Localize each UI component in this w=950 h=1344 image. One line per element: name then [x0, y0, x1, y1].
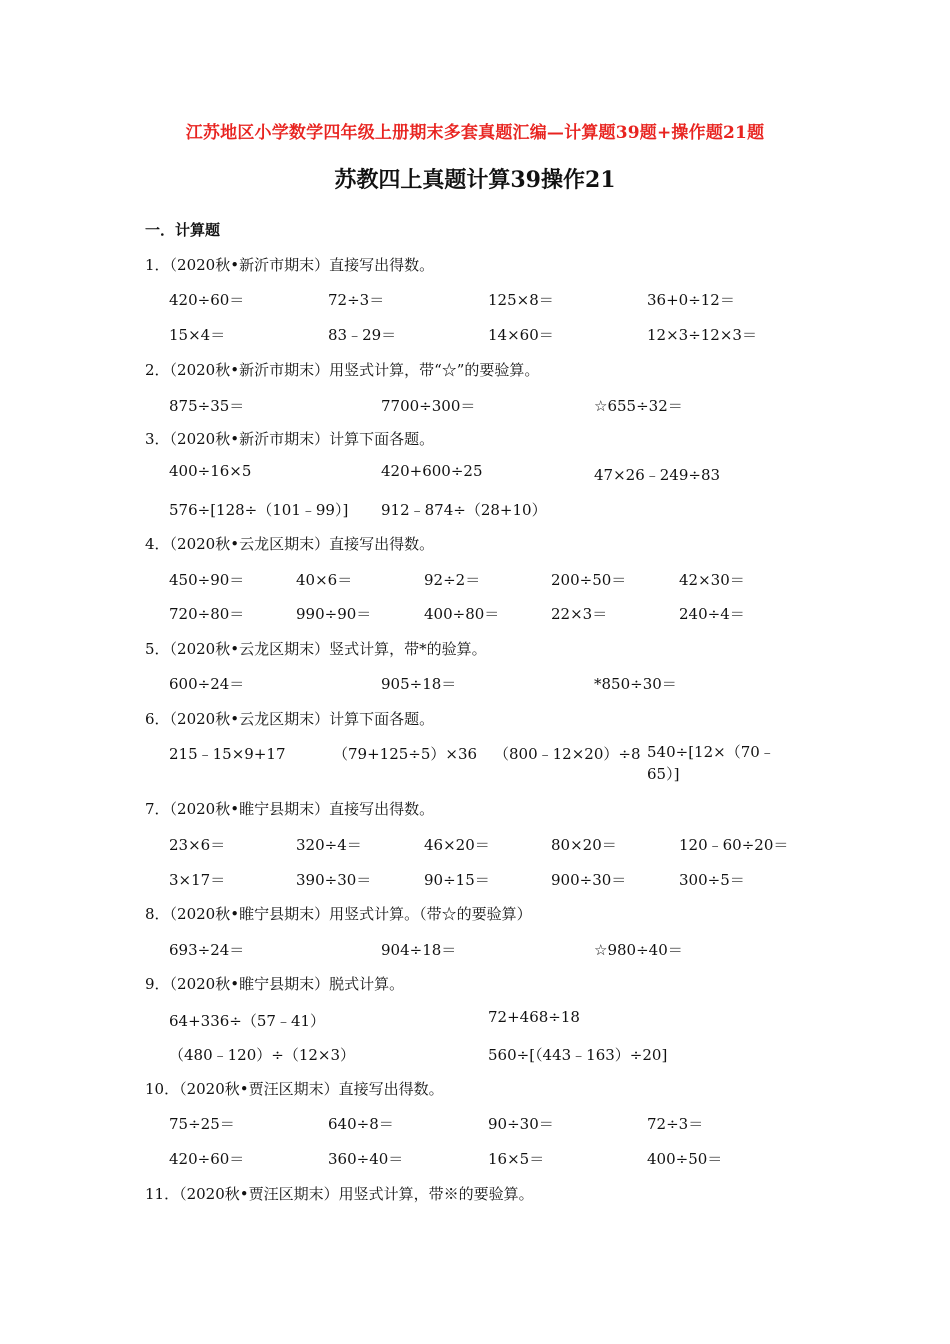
question-10: 10．（2020秋•贾汪区期末）直接写出得数。: [145, 1080, 444, 1098]
question-7: 7．（2020秋•睢宁县期末）直接写出得数。: [145, 800, 435, 818]
expression: 360÷40＝: [328, 1150, 404, 1168]
expression: ☆655÷32＝: [594, 397, 683, 415]
expression: 400÷50＝: [647, 1150, 723, 1168]
expression: ☆980÷40＝: [594, 941, 683, 959]
expression: 540÷[12×（70﹣65）]: [647, 743, 775, 783]
question-1-row-2: [0, 324, 950, 346]
question-1-row-1: [0, 289, 950, 311]
expression: 576÷[128÷（101﹣99）]: [169, 501, 349, 519]
expression: 64+336÷（57﹣41）: [169, 1012, 326, 1030]
expression: 990÷90＝: [296, 605, 372, 623]
expression: 125×8＝: [488, 291, 554, 309]
question-9: 9．（2020秋•睢宁县期末）脱式计算。: [145, 975, 405, 993]
question-5-row-1: [0, 673, 950, 695]
expression: 120﹣60÷20＝: [679, 836, 789, 854]
expression: 390÷30＝: [296, 871, 372, 889]
expression: 72÷3＝: [328, 291, 385, 309]
question-2: 2．（2020秋•新沂市期末）用竖式计算，带“☆”的要验算。: [145, 361, 540, 379]
expression: 16×5＝: [488, 1150, 545, 1168]
expression: 46×20＝: [424, 836, 490, 854]
question-10-row-2: [0, 1148, 950, 1170]
question-4: 4．（2020秋•云龙区期末）直接写出得数。: [145, 535, 435, 553]
expression: 22×3＝: [551, 605, 608, 623]
expression: 83﹣29＝: [328, 326, 397, 344]
question-2-row-1: [0, 395, 950, 417]
question-7-row-1: [0, 834, 950, 856]
question-6: 6．（2020秋•云龙区期末）计算下面各题。: [145, 710, 435, 728]
expression: 900÷30＝: [551, 871, 627, 889]
expression: 80×20＝: [551, 836, 617, 854]
question-4-row-1: [0, 569, 950, 591]
question-9-row-1: [0, 1008, 950, 1030]
expression: 72÷3＝: [647, 1115, 704, 1133]
question-9-row-2: [0, 1044, 950, 1066]
expression: 693÷24＝: [169, 941, 245, 959]
expression: 36+0÷12＝: [647, 291, 735, 309]
expression: 92÷2＝: [424, 571, 481, 589]
question-11: 11．（2020秋•贾汪区期末）用竖式计算，带※的要验算。: [145, 1185, 534, 1203]
expression: 400÷16×5: [169, 462, 252, 480]
expression: 904÷18＝: [381, 941, 457, 959]
question-7-row-2: [0, 869, 950, 891]
question-6-row-1: [0, 743, 950, 787]
expression: 40×6＝: [296, 571, 353, 589]
expression: 240÷4＝: [679, 605, 745, 623]
expression: 12×3÷12×3＝: [647, 326, 757, 344]
expression: 7700÷300＝: [381, 397, 476, 415]
expression: 14×60＝: [488, 326, 554, 344]
expression: （480﹣120）÷（12×3）: [169, 1046, 356, 1064]
expression: 47×26﹣249÷83: [594, 466, 721, 484]
question-8: 8．（2020秋•睢宁县期末）用竖式计算。（带☆的要验算）: [145, 905, 532, 923]
expression: 42×30＝: [679, 571, 745, 589]
expression: 905÷18＝: [381, 675, 457, 693]
expression: 875÷35＝: [169, 397, 245, 415]
question-3-row-1: [0, 462, 950, 484]
expression: 15×4＝: [169, 326, 226, 344]
expression: 450÷90＝: [169, 571, 245, 589]
expression: 420÷60＝: [169, 291, 245, 309]
expression: 200÷50＝: [551, 571, 627, 589]
expression: 72+468÷18: [488, 1008, 580, 1026]
question-3-row-2: [0, 499, 950, 521]
expression: 23×6＝: [169, 836, 226, 854]
question-5: 5．（2020秋•云龙区期末）竖式计算，带*的验算。: [145, 640, 487, 658]
expression: 215﹣15×9+17: [169, 745, 286, 763]
expression: （79+125÷5）×36: [333, 745, 478, 763]
question-4-row-2: [0, 603, 950, 625]
expression: （800﹣12×20）÷8: [494, 745, 641, 763]
question-1: 1．（2020秋•新沂市期末）直接写出得数。: [145, 256, 435, 274]
expression: 75÷25＝: [169, 1115, 235, 1133]
question-10-row-1: [0, 1113, 950, 1135]
section-title: 一．计算题: [145, 221, 221, 239]
document-main-title: 苏教四上真题计算39操作21: [334, 167, 616, 193]
expression: 320÷4＝: [296, 836, 362, 854]
question-8-row-1: [0, 939, 950, 961]
expression: *850÷30＝: [594, 675, 677, 693]
expression: 912﹣874÷（28+10）: [381, 501, 547, 519]
expression: 300÷5＝: [679, 871, 745, 889]
expression: 400÷80＝: [424, 605, 500, 623]
expression: 560÷[（443﹣163）÷20]: [488, 1046, 668, 1064]
expression: 3×17＝: [169, 871, 226, 889]
expression: 420÷60＝: [169, 1150, 245, 1168]
question-3: 3．（2020秋•新沂市期末）计算下面各题。: [145, 430, 435, 448]
expression: 90÷30＝: [488, 1115, 554, 1133]
expression: 90÷15＝: [424, 871, 490, 889]
expression: 720÷80＝: [169, 605, 245, 623]
expression: 640÷8＝: [328, 1115, 394, 1133]
expression: 600÷24＝: [169, 675, 245, 693]
document-red-title: 江苏地区小学数学四年级上册期末多套真题汇编—计算题39题+操作题21题: [185, 123, 765, 143]
expression: 420+600÷25: [381, 462, 483, 480]
